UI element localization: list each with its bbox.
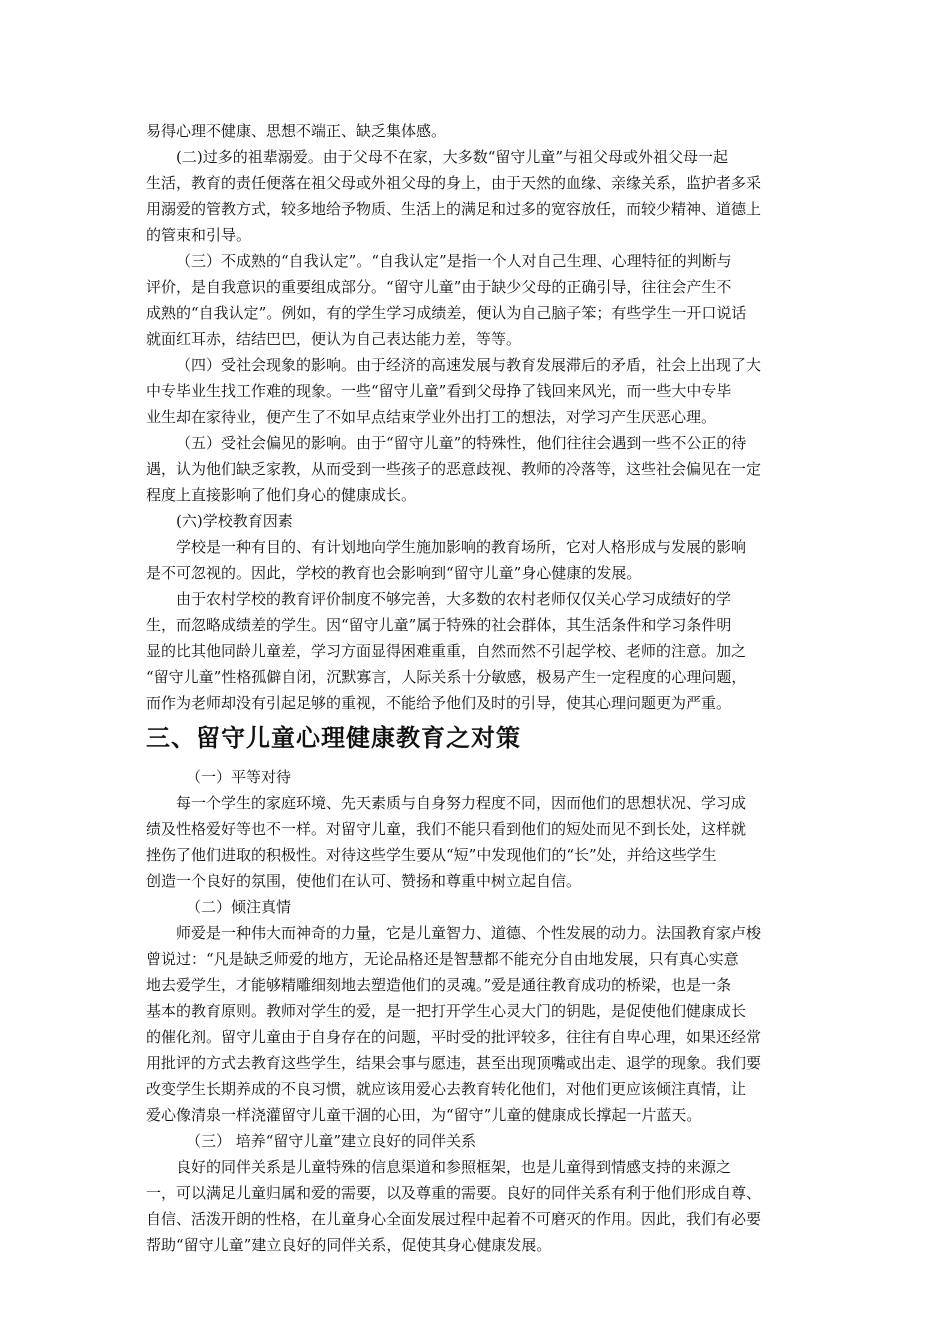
subsection-title: (六)学校教育因素 (176, 512, 293, 530)
text-line: 绩及性格爱好等也不一样。对留守儿童，我们不能只看到他们的短处而见不到长处，这样就 (146, 820, 747, 838)
text-line: 的催化剂。留守儿童由于自身存在的问题，平时受的批评较多，往往有自卑心理，如果还经常 (146, 1028, 762, 1046)
text-line: 自信、活泼开朗的性格，在儿童身心全面发展过程中起着不可磨灭的作用。因此，我们有必要 (146, 1210, 762, 1228)
text-line: 用溺爱的管教方式，较多地给予物质、生活上的满足和过多的宽容放任，而较少精神、道德上 (146, 200, 762, 218)
text-line: 用批评的方式去教育这些学生，结果会事与愿违，甚至出现顶嘴或出走、退学的现象。我们要 (146, 1054, 762, 1072)
text-line: 生，而忽略成绩差的学生。因“留守儿童”属于特殊的社会群体，其生活条件和学习条件明 (146, 616, 732, 634)
subsection-title: （三） 培养“留守儿童”建立良好的同伴关系 (186, 1132, 477, 1150)
text-line: 评价，是自我意识的重要组成部分。“留守儿童”由于缺少父母的正确引导，往往会产生不 (146, 278, 732, 296)
text-line: 每一个学生的家庭环境、先天素质与自身努力程度不同，因而他们的思想状况、学习成 (176, 794, 747, 812)
text-line: 显的比其他同龄儿童差，学习方面显得困难重重，自然而然不引起学校、老师的注意。加之 (146, 642, 747, 660)
text-line: （三）不成熟的“自我认定”。“自我认定”是指一个人对自己生理、心理特征的判断与 (176, 252, 732, 270)
text-line: 成熟的“自我认定”。例如，有的学生学习成绩差，便认为自己脑子笨；有些学生一开口说话 (146, 304, 747, 322)
text-line: 帮助“留守儿童”建立良好的同伴关系，促使其身心健康发展。 (146, 1236, 552, 1254)
text-line: 遇，认为他们缺乏家教，从而受到一些孩子的恶意歧视、教师的冷落等，这些社会偏见在一定 (146, 460, 762, 478)
text-line: “留守儿童”性格孤僻自闭，沉默寡言，人际关系十分敏感，极易产生一定程度的心理问题， (146, 668, 747, 686)
subsection-title: （一）平等对待 (186, 768, 292, 786)
text-line: 是不可忽视的。因此，学校的教育也会影响到“留守儿童”身心健康的发展。 (146, 564, 642, 582)
section-heading: 三、留守儿童心理健康教育之对策 (146, 724, 521, 752)
text-line: （五）受社会偏见的影响。由于“留守儿童”的特殊性，他们往往会遇到一些不公正的待 (176, 434, 747, 452)
text-line: 的管束和引导。 (146, 226, 252, 244)
text-line: 基本的教育原则。教师对学生的爱，是一把打开学生心灵大门的钥匙，是促使他们健康成长 (146, 1002, 747, 1020)
text-line: 地去爱学生，才能够精雕细刻地去塑造他们的灵魂。”爱是通往教育成功的桥梁，也是一条 (146, 976, 732, 994)
text-line: 创造一个良好的氛围，使他们在认可、赞扬和尊重中树立起自信。 (146, 872, 582, 890)
text-line: 业生却在家待业，便产生了不如早点结束学业外出打工的想法，对学习产生厌恶心理。 (146, 408, 717, 426)
text-line: 中专毕业生找工作难的现象。一些“留守儿童”看到父母挣了钱回来风光，而一些大中专毕 (146, 382, 732, 400)
text-line: 易得心理不健康、思想不端正、缺乏集体感。 (146, 122, 447, 140)
text-line: 良好的同伴关系是儿童特殊的信息渠道和参照框架，也是儿童得到情感支持的来源之 (176, 1158, 732, 1176)
text-line: 程度上直接影响了他们身心的健康成长。 (146, 486, 417, 504)
text-line: (二)过多的祖辈溺爱。由于父母不在家，大多数“留守儿童”与祖父母或外祖父母一起 (176, 148, 729, 166)
subsection-title: （二）倾注真情 (186, 898, 292, 916)
text-line: 而作为老师却没有引起足够的重视，不能给予他们及时的引导，使其心理问题更为严重。 (146, 694, 732, 712)
text-line: 爱心像清泉一样浇灌留守儿童干涸的心田，为“留守”儿童的健康成长撑起一片蓝天。 (146, 1106, 702, 1124)
text-line: 一，可以满足儿童归属和爱的需要，以及尊重的需要。良好的同伴关系有利于他们形成自尊、 (146, 1184, 762, 1202)
text-line: 挫伤了他们进取的积极性。对待这些学生要从“短”中发现他们的“长”处，并给这些学生 (146, 846, 717, 864)
text-line: （四）受社会现象的影响。由于经济的高速发展与教育发展滞后的矛盾，社会上出现了大 (176, 356, 762, 374)
text-line: 生活，教育的责任便落在祖父母或外祖父母的身上，由于天然的血缘、亲缘关系，监护者多采 (146, 174, 762, 192)
text-line: 师爱是一种伟大而神奇的力量，它是儿童智力、道德、个性发展的动力。法国教育家卢梭 (176, 924, 762, 942)
text-line: 就面红耳赤，结结巴巴，便认为自己表达能力差，等等。 (146, 330, 522, 348)
text-line: 学校是一种有目的、有计划地向学生施加影响的教育场所，它对人格形成与发展的影响 (176, 538, 747, 556)
text-line: 改变学生长期养成的不良习惯，就应该用爱心去教育转化他们，对他们更应该倾注真情，让 (146, 1080, 747, 1098)
document-page (146, 118, 808, 1258)
text-line: 曾说过：“凡是缺乏师爱的地方，无论品格还是智慧都不能充分自由地发展，只有真心实意 (146, 950, 739, 968)
text-line: 由于农村学校的教育评价制度不够完善，大多数的农村老师仅仅关心学习成绩好的学 (176, 590, 732, 608)
